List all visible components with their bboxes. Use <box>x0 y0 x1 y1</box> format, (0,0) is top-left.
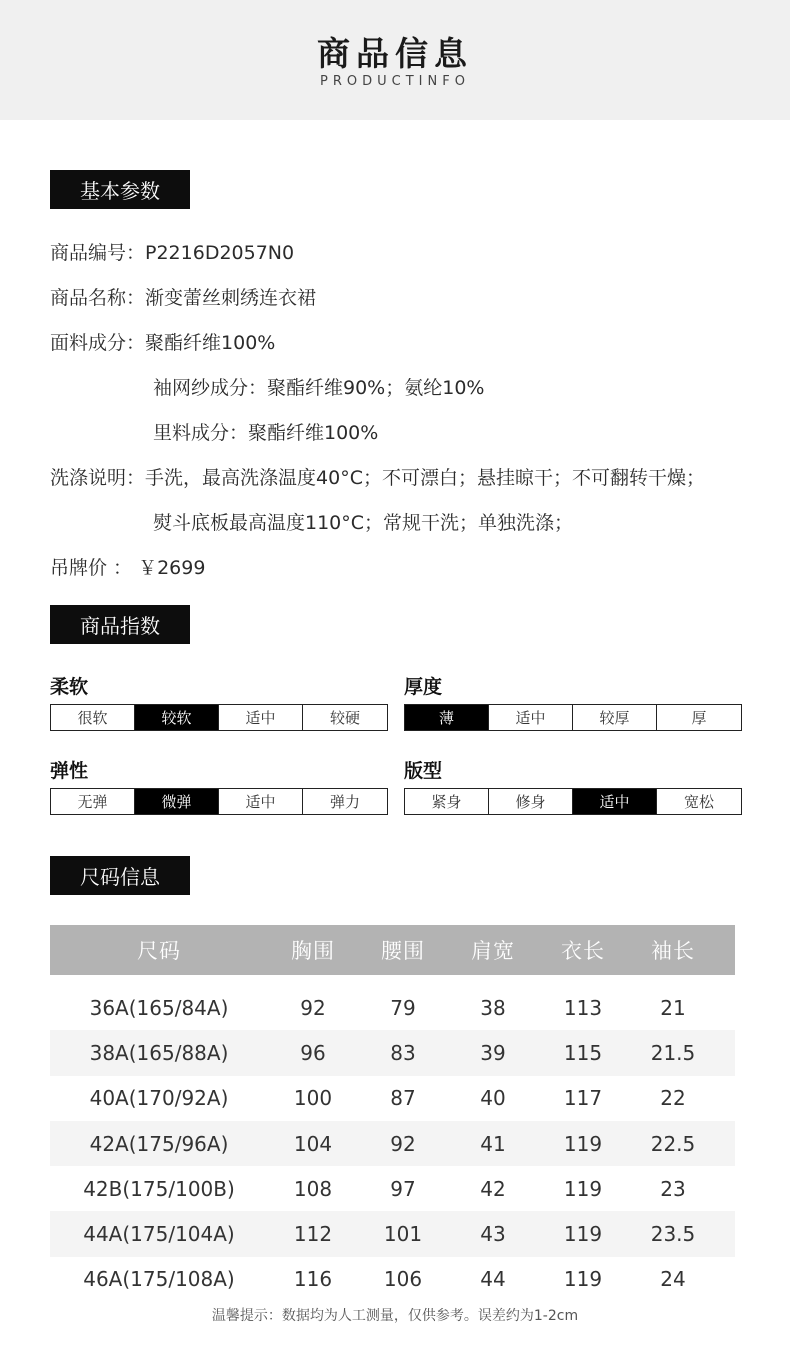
header-size: 尺码 <box>137 939 181 963</box>
cell-shoulder: 42 <box>480 1176 506 1201</box>
page-header <box>0 0 790 120</box>
param-label: 吊牌价 ： <box>50 557 133 579</box>
index-option: 适中 <box>219 789 303 814</box>
cell-size: 46A(175/108A) <box>83 1267 235 1292</box>
param-value: 聚酯纤维100% <box>145 332 276 354</box>
cell-shoulder: 44 <box>480 1267 506 1292</box>
index-option-selected: 适中 <box>573 789 657 814</box>
index-scale-thickness <box>404 704 742 731</box>
index-label-thickness: 厚度 <box>404 676 443 698</box>
index-option: 无弹 <box>51 789 135 814</box>
cell-length: 119 <box>563 1267 603 1292</box>
index-option: 修身 <box>489 789 573 814</box>
cell-waist: 101 <box>383 1222 423 1247</box>
section-label-index: 商品指数 <box>50 605 190 644</box>
param-row-name <box>50 283 316 310</box>
size-table-header <box>50 925 735 975</box>
header-shoulder: 肩宽 <box>471 939 515 963</box>
cell-length: 113 <box>563 995 603 1020</box>
section-label-basic: 基本参数 <box>50 170 190 209</box>
param-row-lining <box>153 418 378 445</box>
header-waist: 腰围 <box>381 939 425 963</box>
cell-sleeve: 22 <box>660 1086 686 1111</box>
table-row <box>50 1076 735 1121</box>
cell-chest: 116 <box>293 1267 333 1292</box>
param-value: P2216D2057N0 <box>145 242 295 264</box>
param-label: 面料成分： <box>50 332 146 354</box>
cell-waist: 87 <box>390 1086 416 1111</box>
param-value: 熨斗底板最高温度110°C；常规干洗；单独洗涤； <box>153 512 574 534</box>
page-subtitle: PRODUCTINFO <box>320 74 470 89</box>
index-option-selected: 微弹 <box>135 789 219 814</box>
cell-shoulder: 41 <box>480 1131 506 1156</box>
param-label: 洗涤说明： <box>50 467 146 489</box>
cell-waist: 92 <box>390 1131 416 1156</box>
index-option: 紧身 <box>405 789 489 814</box>
cell-shoulder: 39 <box>480 1040 506 1065</box>
cell-chest: 92 <box>300 995 326 1020</box>
index-label-elasticity: 弹性 <box>50 760 89 782</box>
cell-sleeve: 23 <box>660 1176 686 1201</box>
cell-chest: 112 <box>293 1222 333 1247</box>
table-row <box>50 1166 735 1211</box>
cell-sleeve: 21.5 <box>650 1040 696 1065</box>
index-option: 适中 <box>489 705 573 730</box>
index-option: 宽松 <box>683 793 714 811</box>
cell-chest: 108 <box>293 1176 333 1201</box>
param-value: 里料成分：聚酯纤维100% <box>153 422 379 444</box>
section-label-size: 尺码信息 <box>50 856 190 895</box>
param-label: 商品编号： <box>50 242 146 264</box>
table-row <box>50 1121 735 1166</box>
cell-waist: 79 <box>390 995 416 1020</box>
param-label: 商品名称： <box>50 287 146 309</box>
cell-size: 40A(170/92A) <box>89 1086 229 1111</box>
param-row-code <box>50 238 294 265</box>
cell-waist: 97 <box>390 1176 416 1201</box>
cell-length: 119 <box>563 1222 603 1247</box>
index-option: 适中 <box>219 705 303 730</box>
measurement-note: 温馨提示：数据均为人工测量，仅供参考。误差约为1-2cm <box>211 1308 579 1324</box>
cell-size: 44A(175/104A) <box>83 1222 235 1247</box>
index-scale-fit <box>404 788 742 815</box>
param-value: ￥2699 <box>132 557 206 579</box>
header-length: 衣长 <box>561 939 605 963</box>
index-option-selected: 薄 <box>405 705 489 730</box>
size-table <box>50 925 735 1302</box>
param-value: 手洗，最高洗涤温度40°C；不可漂白；悬挂晾干；不可翻转干燥； <box>145 467 705 489</box>
index-option: 厚 <box>691 709 707 727</box>
cell-sleeve: 21 <box>660 995 686 1020</box>
table-row <box>50 1030 735 1075</box>
param-row-fabric <box>50 328 275 355</box>
param-row-ironing <box>153 508 573 535</box>
page-title: 商品信息 <box>317 34 473 73</box>
cell-length: 119 <box>563 1176 603 1201</box>
cell-size: 36A(165/84A) <box>89 995 229 1020</box>
param-row-sleeve-fabric <box>153 373 484 400</box>
table-row <box>50 1211 735 1256</box>
cell-length: 117 <box>563 1086 603 1111</box>
cell-chest: 104 <box>293 1131 333 1156</box>
cell-length: 115 <box>563 1040 603 1065</box>
cell-waist: 106 <box>383 1267 423 1292</box>
cell-shoulder: 40 <box>480 1086 506 1111</box>
index-label-softness: 柔软 <box>50 676 89 698</box>
cell-chest: 100 <box>293 1086 333 1111</box>
cell-sleeve: 23.5 <box>650 1222 696 1247</box>
cell-sleeve: 22.5 <box>650 1131 696 1156</box>
cell-shoulder: 43 <box>480 1222 506 1247</box>
param-value: 渐变蕾丝刺绣连衣裙 <box>145 287 317 309</box>
param-row-washing <box>50 463 705 490</box>
index-option: 较厚 <box>573 705 657 730</box>
cell-waist: 83 <box>390 1040 416 1065</box>
cell-size: 42A(175/96A) <box>89 1131 229 1156</box>
index-label-fit: 版型 <box>404 760 443 782</box>
index-option-selected: 较软 <box>135 705 219 730</box>
index-scale-elasticity <box>50 788 388 815</box>
table-row <box>50 985 735 1030</box>
index-option: 很软 <box>51 705 135 730</box>
param-value: 袖网纱成分：聚酯纤维90%；氨纶10% <box>153 377 485 399</box>
index-scale-softness <box>50 704 388 731</box>
cell-shoulder: 38 <box>480 995 506 1020</box>
index-option: 弹力 <box>329 793 360 811</box>
cell-length: 119 <box>563 1131 603 1156</box>
header-chest: 胸围 <box>291 939 335 963</box>
index-option: 较硬 <box>329 709 360 727</box>
cell-sleeve: 24 <box>660 1267 686 1292</box>
cell-chest: 96 <box>300 1040 326 1065</box>
table-row <box>50 1257 735 1302</box>
param-row-price <box>50 553 205 580</box>
cell-size: 38A(165/88A) <box>89 1040 229 1065</box>
cell-size: 42B(175/100B) <box>83 1176 235 1201</box>
header-sleeve: 袖长 <box>651 939 695 963</box>
